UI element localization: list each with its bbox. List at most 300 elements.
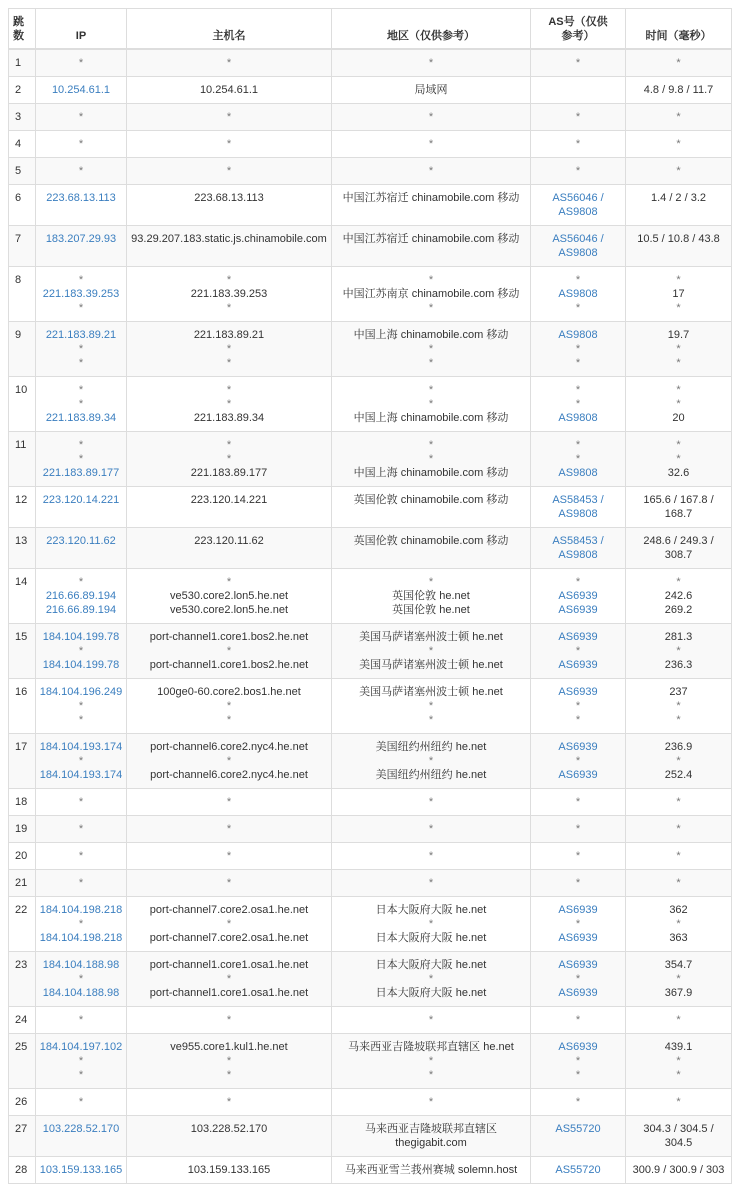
ip-link[interactable]: 184.104.198.218	[39, 932, 123, 944]
no-response-marker: *	[78, 645, 84, 657]
table-row	[9, 226, 732, 267]
hostname-cell	[127, 843, 332, 870]
as-cell	[531, 624, 626, 679]
no-response-marker: *	[78, 1014, 84, 1026]
no-response-marker: *	[575, 302, 581, 314]
region-text: 马来西亚雪兰莪州赛城 solemn.host	[344, 1164, 518, 1176]
hop-cell: 18	[9, 789, 36, 816]
region-text: 美国马萨诸塞州波士顿 he.net	[359, 659, 503, 671]
table-row	[9, 185, 732, 226]
hostname-cell	[127, 185, 332, 226]
ip-link[interactable]: 223.68.13.113	[46, 192, 116, 204]
host-text: 103.159.133.165	[187, 1164, 271, 1176]
ip-cell	[36, 789, 127, 816]
no-response-marker: *	[428, 1096, 434, 1108]
hop-cell: 23	[9, 952, 36, 1007]
time-text: 242.6	[664, 590, 693, 602]
no-response-marker: *	[575, 57, 581, 69]
as-cell	[531, 267, 626, 322]
ip-link[interactable]: 216.66.89.194	[45, 604, 117, 616]
hop-cell: 24	[9, 1007, 36, 1034]
no-response-marker: *	[575, 576, 581, 588]
no-response-marker: *	[428, 384, 434, 396]
as-cell	[531, 158, 626, 185]
region-text: 美国纽约州纽约 he.net	[375, 741, 487, 753]
hostname-cell	[127, 789, 332, 816]
hop-cell: 5	[9, 158, 36, 185]
no-response-marker: *	[575, 796, 581, 808]
no-response-marker: *	[575, 439, 581, 451]
ip-link[interactable]: 221.183.89.34	[45, 412, 117, 424]
ip-cell	[36, 1089, 127, 1116]
time-cell	[626, 1116, 732, 1157]
no-response-marker: *	[575, 111, 581, 123]
hostname-cell	[127, 104, 332, 131]
ip-cell	[36, 816, 127, 843]
ip-link[interactable]: 216.66.89.194	[45, 590, 117, 602]
ip-cell	[36, 158, 127, 185]
header-region: 地区（仅供参考）	[332, 9, 531, 50]
no-response-marker: *	[676, 439, 681, 451]
host-text: 10.254.61.1	[199, 84, 259, 96]
no-response-marker: *	[78, 1055, 84, 1067]
as-cell	[531, 569, 626, 624]
no-response-marker: *	[676, 973, 681, 985]
time-cell	[626, 267, 732, 322]
hostname-cell	[127, 131, 332, 158]
no-response-marker: *	[226, 1055, 232, 1067]
ip-link[interactable]: 221.183.89.21	[45, 329, 117, 341]
hostname-cell	[127, 1089, 332, 1116]
time-text: 19.7	[667, 329, 690, 341]
time-cell	[626, 897, 732, 952]
region-cell	[332, 897, 531, 952]
as-text	[534, 83, 622, 97]
hop-cell: 10	[9, 377, 36, 432]
hostname-cell	[127, 77, 332, 104]
no-response-marker: *	[226, 1096, 232, 1108]
no-response-marker: *	[676, 398, 681, 410]
host-text: 221.183.89.21	[193, 329, 265, 341]
ip-link[interactable]: 184.104.188.98	[42, 987, 120, 999]
as-link[interactable]: AS55720	[555, 1123, 601, 1135]
region-cell	[332, 185, 531, 226]
no-response-marker: *	[428, 645, 434, 657]
no-response-marker: *	[78, 700, 84, 712]
as-cell	[531, 131, 626, 158]
as-cell	[531, 816, 626, 843]
region-cell	[332, 1157, 531, 1184]
region-cell	[332, 843, 531, 870]
as-link[interactable]: AS6939	[558, 932, 598, 944]
no-response-marker: *	[78, 274, 84, 286]
ip-link[interactable]: 184.104.188.98	[42, 959, 120, 971]
traceroute-table-container	[8, 8, 731, 1184]
as-link[interactable]: AS9808	[558, 549, 598, 561]
as-link[interactable]: AS56046 /	[552, 192, 604, 204]
region-cell	[332, 870, 531, 897]
no-response-marker: *	[78, 138, 84, 150]
hop-cell: 2	[9, 77, 36, 104]
table-row	[9, 734, 732, 789]
ip-cell	[36, 1034, 127, 1089]
time-text: 304.5	[664, 1137, 693, 1149]
no-response-marker: *	[676, 357, 681, 369]
as-cell	[531, 734, 626, 789]
no-response-marker: *	[226, 111, 232, 123]
ip-cell	[36, 528, 127, 569]
as-link[interactable]: AS9808	[558, 412, 598, 424]
region-cell	[332, 104, 531, 131]
traceroute-table	[8, 8, 732, 1184]
host-text: 221.183.89.34	[193, 412, 265, 424]
no-response-marker: *	[78, 57, 84, 69]
no-response-marker: *	[676, 877, 681, 889]
hop-cell: 21	[9, 870, 36, 897]
table-row	[9, 528, 732, 569]
hostname-cell	[127, 322, 332, 377]
hostname-cell	[127, 1034, 332, 1089]
time-text: 168.7	[664, 508, 693, 520]
host-text: 223.68.13.113	[194, 192, 264, 204]
table-row	[9, 679, 732, 734]
as-cell	[531, 897, 626, 952]
region-text: 英国伦敦 he.net	[392, 604, 470, 616]
no-response-marker: *	[78, 973, 84, 985]
no-response-marker: *	[78, 111, 84, 123]
no-response-marker: *	[575, 343, 581, 355]
hostname-cell	[127, 679, 332, 734]
no-response-marker: *	[226, 973, 232, 985]
ip-link[interactable]: 183.207.29.93	[45, 233, 117, 245]
region-text: 日本大阪府大阪 he.net	[375, 904, 487, 916]
hop-cell: 3	[9, 104, 36, 131]
region-cell	[332, 624, 531, 679]
time-text: 308.7	[664, 549, 693, 561]
no-response-marker: *	[226, 453, 232, 465]
time-text: 362	[669, 904, 688, 916]
table-row	[9, 1034, 732, 1089]
table-row	[9, 1116, 732, 1157]
time-text: 1.4 / 2 / 3.2	[650, 192, 707, 204]
time-cell	[626, 528, 732, 569]
hostname-cell	[127, 377, 332, 432]
no-response-marker: *	[226, 302, 232, 314]
time-cell	[626, 816, 732, 843]
ip-link[interactable]: 184.104.198.218	[39, 904, 123, 916]
as-link[interactable]: AS6939	[558, 741, 598, 753]
no-response-marker: *	[428, 877, 434, 889]
no-response-marker: *	[78, 357, 84, 369]
as-cell	[531, 77, 626, 104]
as-link[interactable]: AS58453 /	[552, 535, 604, 547]
as-link[interactable]: AS55720	[555, 1164, 601, 1176]
hostname-cell	[127, 432, 332, 487]
region-cell	[332, 226, 531, 267]
no-response-marker: *	[428, 111, 434, 123]
region-cell	[332, 528, 531, 569]
as-link[interactable]: AS9808	[558, 329, 598, 341]
region-cell	[332, 487, 531, 528]
hop-cell: 16	[9, 679, 36, 734]
ip-cell	[36, 679, 127, 734]
header-hop	[9, 9, 36, 50]
ip-cell	[36, 49, 127, 77]
no-response-marker: *	[78, 755, 84, 767]
host-text: port-channel1.core1.bos2.he.net	[149, 659, 309, 671]
hostname-cell	[127, 816, 332, 843]
time-cell	[626, 158, 732, 185]
no-response-marker: *	[226, 398, 232, 410]
hostname-cell	[127, 624, 332, 679]
host-text: 223.120.14.221	[190, 494, 268, 506]
ip-cell	[36, 1007, 127, 1034]
no-response-marker: *	[428, 274, 434, 286]
no-response-marker: *	[575, 714, 581, 726]
time-text: 165.6 / 167.8 /	[643, 494, 714, 506]
ip-cell	[36, 377, 127, 432]
no-response-marker: *	[78, 796, 84, 808]
as-link[interactable]: AS6939	[558, 604, 598, 616]
host-text: port-channel7.core2.osa1.he.net	[149, 932, 309, 944]
no-response-marker: *	[78, 302, 84, 314]
header-hostname: 主机名	[127, 9, 332, 50]
host-text: port-channel1.core1.osa1.he.net	[149, 959, 309, 971]
no-response-marker: *	[575, 274, 581, 286]
ip-link[interactable]: 184.104.199.78	[42, 631, 120, 643]
no-response-marker: *	[78, 714, 84, 726]
no-response-marker: *	[676, 57, 681, 69]
no-response-marker: *	[676, 700, 681, 712]
time-text: 10.5 / 10.8 / 43.8	[637, 233, 720, 245]
no-response-marker: *	[226, 823, 232, 835]
time-cell	[626, 487, 732, 528]
as-link[interactable]: AS6939	[558, 959, 598, 971]
time-cell	[626, 569, 732, 624]
region-cell	[332, 569, 531, 624]
ip-cell	[36, 897, 127, 952]
region-text: 美国马萨诸塞州波士顿 he.net	[359, 631, 503, 643]
table-row	[9, 77, 732, 104]
table-row	[9, 487, 732, 528]
host-text: 100ge0-60.core2.bos1.he.net	[157, 686, 301, 698]
time-text: 32.6	[667, 467, 690, 479]
hop-cell: 8	[9, 267, 36, 322]
ip-link[interactable]: 223.120.11.62	[46, 535, 116, 547]
as-link[interactable]: AS56046 /	[552, 233, 604, 245]
ip-link[interactable]: 10.254.61.1	[51, 84, 111, 96]
no-response-marker: *	[428, 1014, 434, 1026]
ip-link[interactable]: 184.104.197.102	[39, 1041, 123, 1053]
as-link[interactable]: AS9808	[558, 467, 598, 479]
no-response-marker: *	[676, 1014, 681, 1026]
no-response-marker: *	[676, 274, 681, 286]
as-link[interactable]: AS6939	[558, 686, 598, 698]
no-response-marker: *	[676, 823, 681, 835]
ip-link[interactable]: 223.120.14.221	[42, 494, 120, 506]
no-response-marker: *	[78, 576, 84, 588]
ip-cell	[36, 77, 127, 104]
hostname-cell	[127, 1157, 332, 1184]
time-cell	[626, 1089, 732, 1116]
no-response-marker: *	[226, 138, 232, 150]
region-cell	[332, 267, 531, 322]
ip-link[interactable]: 221.183.39.253	[42, 288, 120, 300]
hop-cell: 6	[9, 185, 36, 226]
time-cell	[626, 432, 732, 487]
region-text: 马来西亚吉隆坡联邦直辖区 he.net	[348, 1041, 514, 1053]
no-response-marker: *	[428, 918, 434, 930]
hostname-cell	[127, 1116, 332, 1157]
no-response-marker: *	[78, 384, 84, 396]
region-cell	[332, 789, 531, 816]
ip-cell	[36, 104, 127, 131]
ip-link[interactable]: 184.104.193.174	[39, 741, 123, 753]
table-row	[9, 952, 732, 1007]
table-row	[9, 1089, 732, 1116]
time-text: 354.7	[664, 959, 693, 971]
no-response-marker: *	[575, 1069, 581, 1081]
hostname-cell	[127, 870, 332, 897]
host-text: port-channel7.core2.osa1.he.net	[149, 904, 309, 916]
table-row	[9, 131, 732, 158]
ip-cell	[36, 432, 127, 487]
as-link[interactable]: AS6939	[558, 659, 598, 671]
region-cell	[332, 49, 531, 77]
as-cell	[531, 679, 626, 734]
ip-cell	[36, 952, 127, 1007]
host-text: port-channel1.core1.osa1.he.net	[149, 987, 309, 999]
no-response-marker: *	[78, 165, 84, 177]
ip-cell	[36, 226, 127, 267]
no-response-marker: *	[428, 700, 434, 712]
host-text: 221.183.89.177	[190, 467, 268, 479]
host-text: port-channel6.core2.nyc4.he.net	[150, 769, 308, 781]
no-response-marker: *	[676, 138, 681, 150]
table-row	[9, 1007, 732, 1034]
table-row	[9, 789, 732, 816]
time-cell	[626, 679, 732, 734]
no-response-marker: *	[78, 398, 84, 410]
as-link[interactable]: AS6939	[558, 987, 598, 999]
host-text: ve955.core1.kul1.he.net	[170, 1041, 288, 1053]
time-cell	[626, 131, 732, 158]
as-link[interactable]: AS9808	[558, 247, 598, 259]
no-response-marker: *	[676, 302, 681, 314]
host-text: 93.29.207.183.static.js.chinamobile.com	[131, 233, 327, 245]
no-response-marker: *	[226, 343, 232, 355]
ip-link[interactable]: 221.183.89.177	[42, 467, 120, 479]
time-cell	[626, 49, 732, 77]
time-text: 236.3	[664, 659, 693, 671]
ip-link[interactable]: 184.104.199.78	[42, 659, 120, 671]
no-response-marker: *	[575, 918, 581, 930]
hop-cell: 13	[9, 528, 36, 569]
hop-cell: 11	[9, 432, 36, 487]
as-link[interactable]: AS9808	[558, 206, 598, 218]
as-link[interactable]: AS9808	[558, 288, 598, 300]
region-text: 中国江苏宿迁 chinamobile.com 移动	[342, 192, 520, 204]
time-cell	[626, 952, 732, 1007]
no-response-marker: *	[676, 918, 681, 930]
ip-cell	[36, 185, 127, 226]
hop-cell: 19	[9, 816, 36, 843]
as-link[interactable]: AS6939	[558, 769, 598, 781]
region-cell	[332, 131, 531, 158]
ip-cell	[36, 569, 127, 624]
hop-cell: 20	[9, 843, 36, 870]
no-response-marker: *	[575, 357, 581, 369]
no-response-marker: *	[575, 1096, 581, 1108]
time-text: 4.8 / 9.8 / 11.7	[643, 84, 714, 96]
ip-link[interactable]: 103.159.133.165	[39, 1164, 123, 1176]
no-response-marker: *	[428, 850, 434, 862]
time-text: 269.2	[664, 604, 693, 616]
as-cell	[531, 1007, 626, 1034]
region-cell	[332, 377, 531, 432]
region-cell	[332, 1007, 531, 1034]
time-cell	[626, 1007, 732, 1034]
no-response-marker: *	[78, 1096, 84, 1108]
as-link[interactable]: AS6939	[558, 904, 598, 916]
as-link[interactable]: AS58453 /	[552, 494, 604, 506]
region-cell	[332, 432, 531, 487]
no-response-marker: *	[676, 576, 681, 588]
as-cell	[531, 49, 626, 77]
no-response-marker: *	[428, 973, 434, 985]
hostname-cell	[127, 897, 332, 952]
hostname-cell	[127, 226, 332, 267]
no-response-marker: *	[676, 111, 681, 123]
header-as	[531, 9, 626, 50]
region-text: 马来西亚吉隆坡联邦直辖区	[365, 1123, 497, 1135]
host-text: 103.228.52.170	[190, 1123, 268, 1135]
as-link[interactable]: AS6939	[558, 1041, 598, 1053]
hostname-cell	[127, 569, 332, 624]
time-text: 252.4	[664, 769, 693, 781]
as-cell	[531, 1089, 626, 1116]
no-response-marker: *	[575, 453, 581, 465]
time-text: 367.9	[664, 987, 693, 999]
ip-link[interactable]: 103.228.52.170	[42, 1123, 120, 1135]
region-cell	[332, 77, 531, 104]
no-response-marker: *	[676, 1096, 681, 1108]
no-response-marker: *	[575, 973, 581, 985]
no-response-marker: *	[676, 714, 681, 726]
time-text: 248.6 / 249.3 /	[643, 535, 714, 547]
table-body	[9, 49, 732, 1184]
ip-cell	[36, 322, 127, 377]
ip-link[interactable]: 184.104.196.249	[39, 686, 123, 698]
ip-link[interactable]: 184.104.193.174	[39, 769, 123, 781]
region-text: 局域网	[414, 84, 448, 96]
as-cell	[531, 487, 626, 528]
as-cell	[531, 1157, 626, 1184]
no-response-marker: *	[428, 796, 434, 808]
table-row	[9, 267, 732, 322]
region-text: 英国伦敦 chinamobile.com 移动	[353, 535, 509, 547]
time-cell	[626, 870, 732, 897]
no-response-marker: *	[575, 645, 581, 657]
no-response-marker: *	[78, 823, 84, 835]
as-link[interactable]: AS9808	[558, 508, 598, 520]
as-cell	[531, 528, 626, 569]
no-response-marker: *	[78, 918, 84, 930]
as-link[interactable]: AS6939	[558, 631, 598, 643]
no-response-marker: *	[676, 755, 681, 767]
as-link[interactable]: AS6939	[558, 590, 598, 602]
no-response-marker: *	[428, 576, 434, 588]
